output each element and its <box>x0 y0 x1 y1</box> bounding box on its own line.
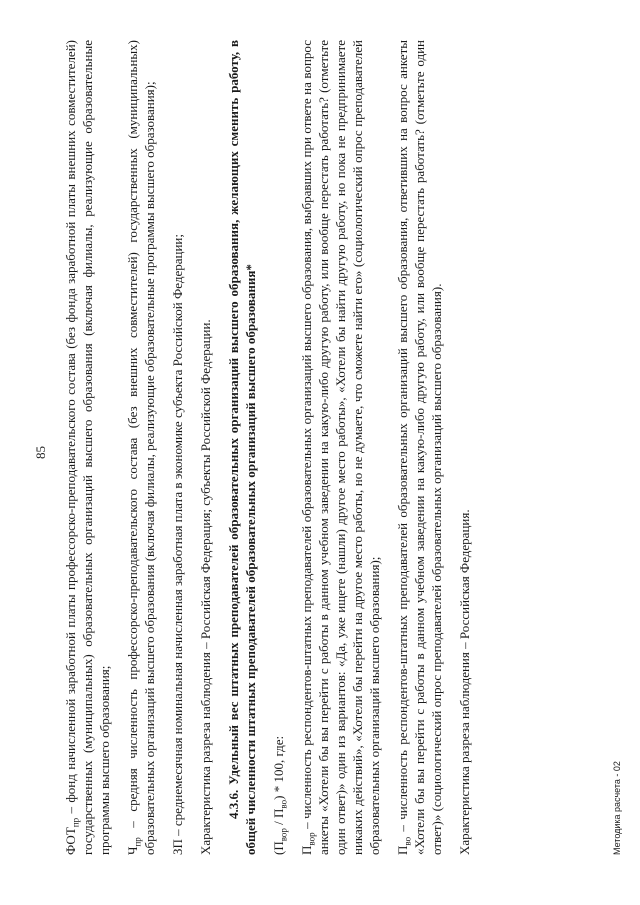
formula-mid: / П <box>271 808 286 829</box>
definition-p-vor-text: – численность респондентов-штатных преподавателей образовательных организаций высшего образования, выбравших при ответе на вопрос анкеты «Хотели бы вы перейти с работы в данном учебном заведении на какую-либо другую работу, или вообще перестать работать? (отметьте один ответ)» один из вариантов: «Да, уже ищете (нашли) другое место работы», «Хотели бы найти другую работу, но пока не предпринимаете никаких действий», «Хотели бы перейти на другое место работы, но не думаете, что сможете найти его» (социологический опрос преподавателей образовательных организаций высшего образования); <box>299 40 382 855</box>
footer-note: Методика расчета - 02 <box>612 761 622 855</box>
subscript-p-vor: вор <box>306 832 317 846</box>
definition-p-vor <box>298 40 383 855</box>
definition-ch <box>124 40 158 855</box>
formula <box>270 40 287 855</box>
definition-p-vo <box>394 40 445 855</box>
definition-ch-text: – средняя численность профессорско-преподавательского состава (без внешних совместителей) государственных (муниципальных) образовательных организаций высшего образования (включая филиалы, реализующие образовательные программы высшего образования); <box>125 40 157 855</box>
subscript-fot: пр <box>70 817 81 828</box>
section-heading-text: 4.3.6. Удельный вес штатных преподавателей образовательных организаций высшего образования, желающих сменить работу, в общей численности штатных преподавателей образовательных организаций высшего образования* <box>226 40 258 855</box>
definition-p-vo-text: – численность респондентов-штатных преподавателей образовательных организаций высшего образования, ответивших на вопрос анкеты «Хотели бы вы перейти с работы в данном учебном заведении на какую-либо другую работу, или вообще перестать работать? (отметьте один ответ)» (социологический опрос преподавателей образовательных организаций высшего образования). <box>395 40 444 855</box>
definition-fot <box>62 40 113 855</box>
subscript-p-vo: во <box>402 836 413 846</box>
observation-breakdown-2: Характеристика разреза наблюдения – Российская Федерация. <box>457 509 472 855</box>
symbol-p-vo: П <box>395 845 410 855</box>
formula-sub-vo: во <box>278 799 289 809</box>
symbol-ch: Ч <box>125 846 140 855</box>
symbol-p-vor: П <box>299 845 314 855</box>
section-heading-4-3-6 <box>225 40 259 855</box>
definition-fot-text: – фонд начисленной заработной платы профессорско-преподавательского состава (без фонда заработной платы внешних совместителей) государственных (муниципальных) образовательных организаций высшего образования (включая филиалы, реализующие образовательные программы высшего образования; <box>63 40 112 855</box>
page-number: 85 <box>33 446 48 459</box>
formula-open: (П <box>271 841 286 855</box>
observation-breakdown-1: Характеристика разреза наблюдения – Российская Федерация; субъекты Российской Федерации. <box>198 319 213 855</box>
subscript-ch: пр <box>132 837 143 847</box>
formula-close: ) * 100, где: <box>271 735 286 800</box>
definition-zp: ЗП – среднемесячная номинальная начисленная заработная плата в экономике субъекта Российской Федерации; <box>170 234 185 855</box>
symbol-fot: ФОТ <box>63 827 78 855</box>
formula-sub-vor: вор <box>278 828 289 842</box>
